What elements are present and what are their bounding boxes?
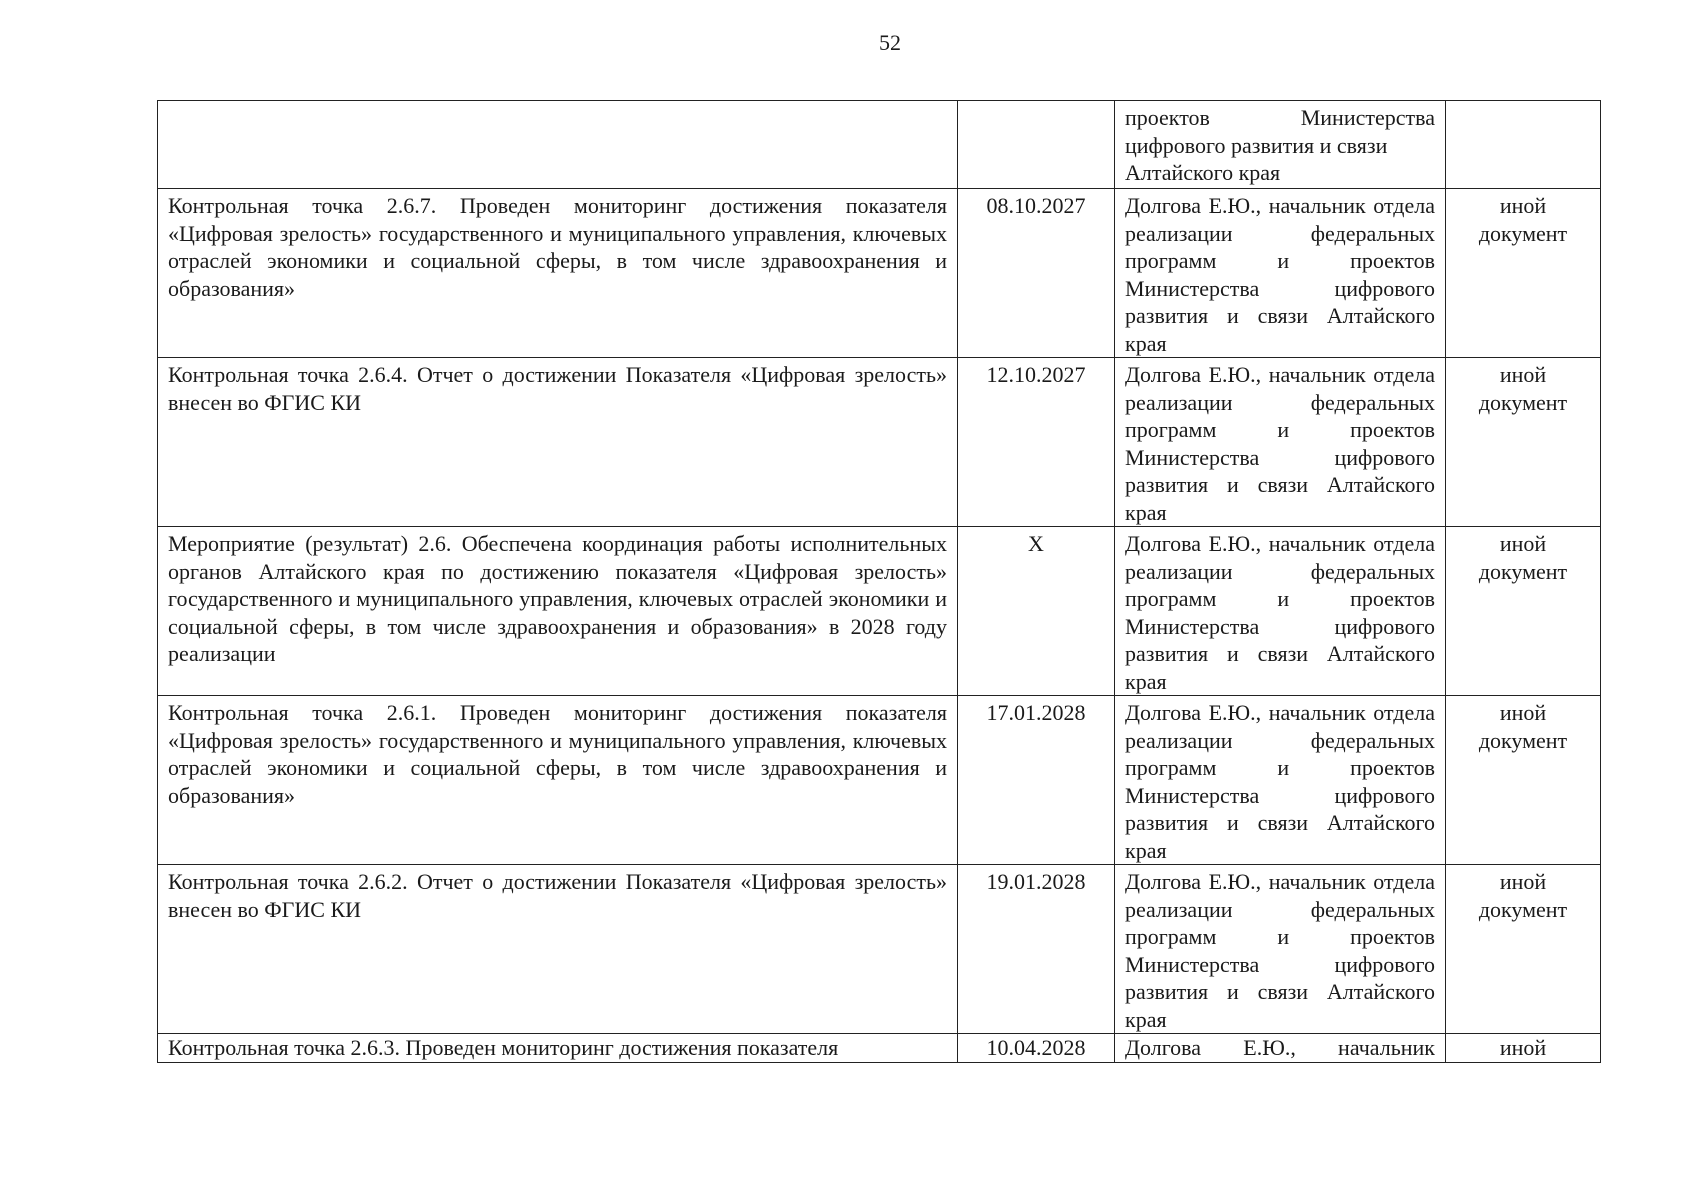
- table-row: [158, 189, 1601, 358]
- responsible-word: Министерства: [1300, 105, 1435, 130]
- event-cell: [158, 101, 958, 189]
- event-line: [168, 1034, 947, 1062]
- responsible-cell: Долгова Е.Ю., начальник отдела реализации федеральных программ и проектов Министерства цифрового развития и связи Алтайского края: [1115, 865, 1446, 1034]
- responsible-cell: Долгова Е.Ю., начальник отдела реализации федеральных программ и проектов Министерства цифрового развития и связи Алтайского края: [1115, 527, 1446, 696]
- date-cell: [958, 101, 1115, 189]
- responsible-word: Е.Ю.,: [1243, 1035, 1296, 1060]
- responsible-cell: [1115, 1034, 1446, 1063]
- document-cell: иной документ: [1446, 358, 1601, 527]
- page-number: 52: [879, 30, 901, 55]
- responsible-cell: [1115, 101, 1446, 189]
- table-row: [158, 1034, 1601, 1063]
- document-cell: иной документ: [1446, 696, 1601, 865]
- document-cell: иной документ: [1446, 865, 1601, 1034]
- responsible-line: цифрового развития и связи: [1125, 132, 1388, 158]
- responsible-cell: Долгова Е.Ю., начальник отдела реализации федеральных программ и проектов Министерства цифрового развития и связи Алтайского края: [1115, 696, 1446, 865]
- table-row: [158, 358, 1601, 527]
- date-cell: 10.04.2028: [958, 1034, 1115, 1063]
- responsible-word: проектов: [1125, 105, 1210, 130]
- table-row: [158, 865, 1601, 1034]
- responsible-cell: Долгова Е.Ю., начальник отдела реализации федеральных программ и проектов Министерства цифрового развития и связи Алтайского края: [1115, 358, 1446, 527]
- date-cell: 12.10.2027: [958, 358, 1115, 527]
- responsible-word: Долгова: [1125, 1035, 1202, 1060]
- event-cell: Контрольная точка 2.6.7. Проведен мониторинг достижения показателя «Цифровая зрелость» государственного и муниципального управления, ключевых отраслей экономики и социальной сферы, в том числе здравоохранения и образования»: [158, 189, 958, 358]
- event-text: Контрольная точка 2.6.3. Проведен мониторинг достижения показателя: [168, 1035, 839, 1060]
- date-cell: X: [958, 527, 1115, 696]
- date-cell: 17.01.2028: [958, 696, 1115, 865]
- event-cell: Контрольная точка 2.6.1. Проведен мониторинг достижения показателя «Цифровая зрелость» государственного и муниципального управления, ключевых отраслей экономики и социальной сферы, в том числе здравоохранения и образования»: [158, 696, 958, 865]
- document-cell: иной документ: [1446, 527, 1601, 696]
- table-row: [158, 527, 1601, 696]
- table-row: [158, 101, 1601, 189]
- responsible-cell: Долгова Е.Ю., начальник отдела реализации федеральных программ и проектов Министерства цифрового развития и связи Алтайского края: [1115, 189, 1446, 358]
- responsible-line: [1125, 104, 1435, 132]
- document-cell: иной документ: [1446, 189, 1601, 358]
- responsible-word: начальник: [1338, 1035, 1435, 1060]
- event-cell: Контрольная точка 2.6.2. Отчет о достижении Показателя «Цифровая зрелость» внесен во ФГИС КИ: [158, 865, 958, 1034]
- date-cell: 19.01.2028: [958, 865, 1115, 1034]
- events-table: [157, 100, 1601, 1063]
- responsible-line: Алтайского края: [1125, 160, 1281, 185]
- event-cell: Контрольная точка 2.6.4. Отчет о достижении Показателя «Цифровая зрелость» внесен во ФГИС КИ: [158, 358, 958, 527]
- responsible-line: [1125, 1034, 1435, 1062]
- table-row: [158, 696, 1601, 865]
- document-cell: иной: [1446, 1034, 1601, 1063]
- date-cell: 08.10.2027: [958, 189, 1115, 358]
- document-cell: [1446, 101, 1601, 189]
- event-cell: [158, 1034, 958, 1063]
- event-cell: Мероприятие (результат) 2.6. Обеспечена координация работы исполнительных органов Алтайского края по достижению показателя «Цифровая зрелость» государственного и муниципального управления, ключевых отраслей экономики и социальной сферы, в том числе здравоохранения и образования» в 2028 году реализации: [158, 527, 958, 696]
